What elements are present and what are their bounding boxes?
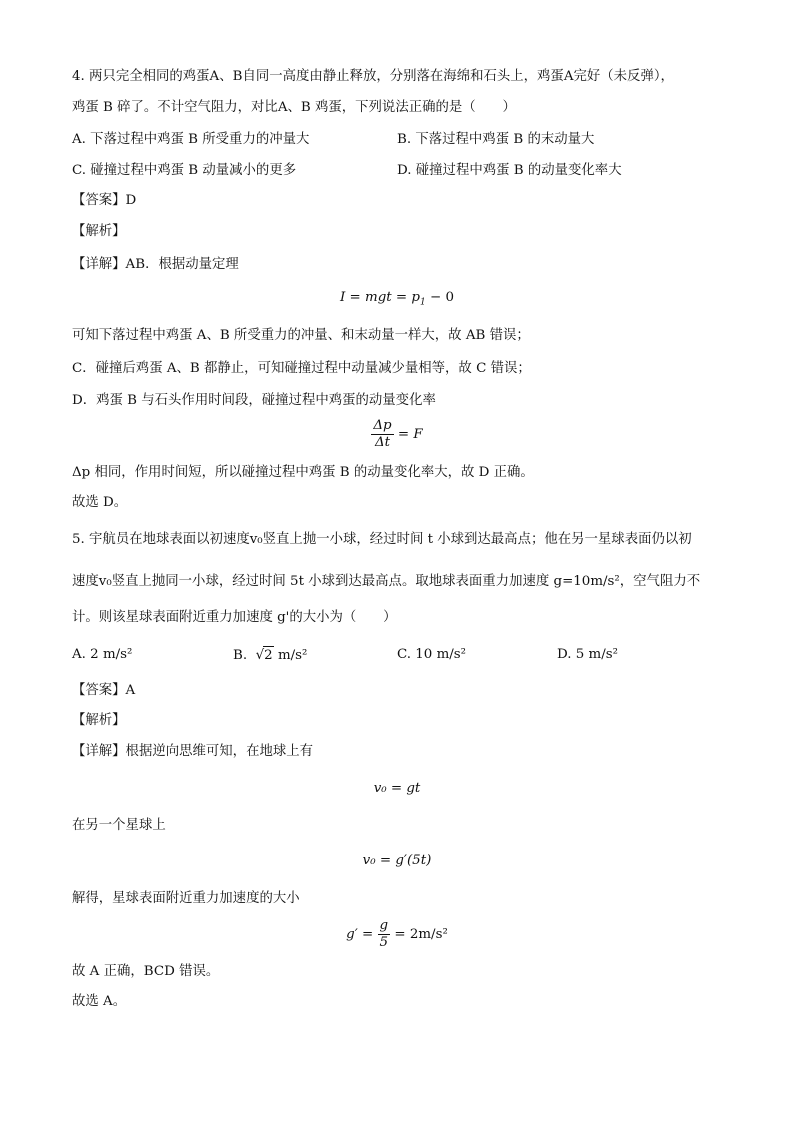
q5-option-b-root: 2: [264, 648, 273, 663]
q4-eq2-denominator: Δt: [374, 435, 391, 450]
q4-eq2-right: = F: [393, 427, 423, 442]
q5-analysis-label: 【解析】: [72, 713, 126, 728]
q5-answer: 【答案】A: [72, 683, 136, 698]
q5-stem-line2: 速度v₀竖直上抛同一小球，经过时间 5t 小球到达最高点。取地球表面重力加速度 g=10m/s²，空气阻力不: [72, 574, 701, 589]
q4-stem-line2: 鸡蛋 B 碎了。不计空气阻力，对比A、B 鸡蛋，下列说法正确的是（ ）: [72, 100, 516, 115]
q5-option-d: D. 5 m/s²: [557, 647, 618, 662]
q5-eq3-right: = 2m/s²: [390, 927, 448, 942]
q4-detail: 【详解】AB．根据动量定理: [72, 257, 239, 272]
q4-option-b: B. 下落过程中鸡蛋 B 的末动量大: [397, 132, 595, 147]
q4-conclusion: 故选 D。: [72, 495, 128, 510]
q5-option-c: C. 10 m/s²: [397, 647, 467, 662]
q5-eq3-left: g′ =: [346, 927, 378, 942]
q4-equation-1: [0, 290, 794, 308]
q5-text-2: 解得，星球表面附近重力加速度的大小: [72, 891, 300, 906]
q5-equation-3: [0, 918, 794, 951]
q5-option-b-unit: m/s²: [273, 648, 308, 663]
q5-detail: 【详解】根据逆向思维可知，在地球上有: [72, 744, 314, 759]
q4-text-2: C．碰撞后鸡蛋 A、B 都静止，可知碰撞过程中动量减少量相等，故 C 错误；: [72, 361, 531, 376]
q4-text-4: Δp 相同，作用时间短，所以碰撞过程中鸡蛋 B 的动量变化率大，故 D 正确。: [72, 465, 534, 480]
q4-text-3: D．鸡蛋 B 与石头作用时间段，碰撞过程中鸡蛋的动量变化率: [72, 393, 436, 408]
q5-option-b: [233, 646, 307, 665]
q5-option-a: A. 2 m/s²: [72, 647, 133, 662]
q4-option-d: D. 碰撞过程中鸡蛋 B 的动量变化率大: [397, 163, 622, 178]
q5-text-3: 故 A 正确，BCD 错误。: [72, 964, 220, 979]
q4-option-c: C. 碰撞过程中鸡蛋 B 动量减小的更多: [72, 163, 297, 178]
sqrt-icon: √: [255, 648, 265, 663]
q5-eq3-fraction: [378, 918, 391, 951]
q5-stem-line1: 5. 宇航员在地球表面以初速度v₀竖直上抛一小球，经过时间 t 小球到达最高点；他在另一星球表面仍以初: [72, 532, 692, 547]
q4-eq1-left: I = mgt = p: [340, 290, 420, 305]
q4-eq2-numerator: Δp: [373, 418, 392, 433]
q4-eq1-right: − 0: [425, 290, 454, 305]
q4-answer: 【答案】D: [72, 193, 137, 208]
q4-equation-2: [0, 418, 794, 451]
q4-text-1: 可知下落过程中鸡蛋 A、B 所受重力的冲量、和末动量一样大，故 AB 错误；: [72, 328, 530, 343]
q4-eq1-sub: 1: [419, 297, 426, 308]
q5-equation-1: v₀ = gt: [373, 781, 421, 796]
q5-eq3-denominator: 5: [379, 935, 389, 950]
q5-conclusion: 故选 A。: [72, 994, 127, 1009]
q5-equation-2: v₀ = g′(5t): [362, 853, 432, 868]
q5-option-b-prefix: B.: [233, 648, 248, 663]
q5-eq3-numerator: g: [379, 918, 389, 933]
q5-text-1: 在另一个星球上: [72, 818, 166, 833]
q4-option-a: A. 下落过程中鸡蛋 B 所受重力的冲量大: [72, 132, 310, 147]
q4-stem-line1: 4. 两只完全相同的鸡蛋A、B自同一高度由静止释放，分别落在海绵和石头上，鸡蛋A完好（未反弹），: [72, 69, 674, 84]
q4-eq2-fraction: [371, 418, 393, 451]
q4-analysis-label: 【解析】: [72, 224, 126, 239]
q5-stem-line3: 计。则该星球表面附近重力加速度 g'的大小为（ ）: [72, 610, 397, 625]
